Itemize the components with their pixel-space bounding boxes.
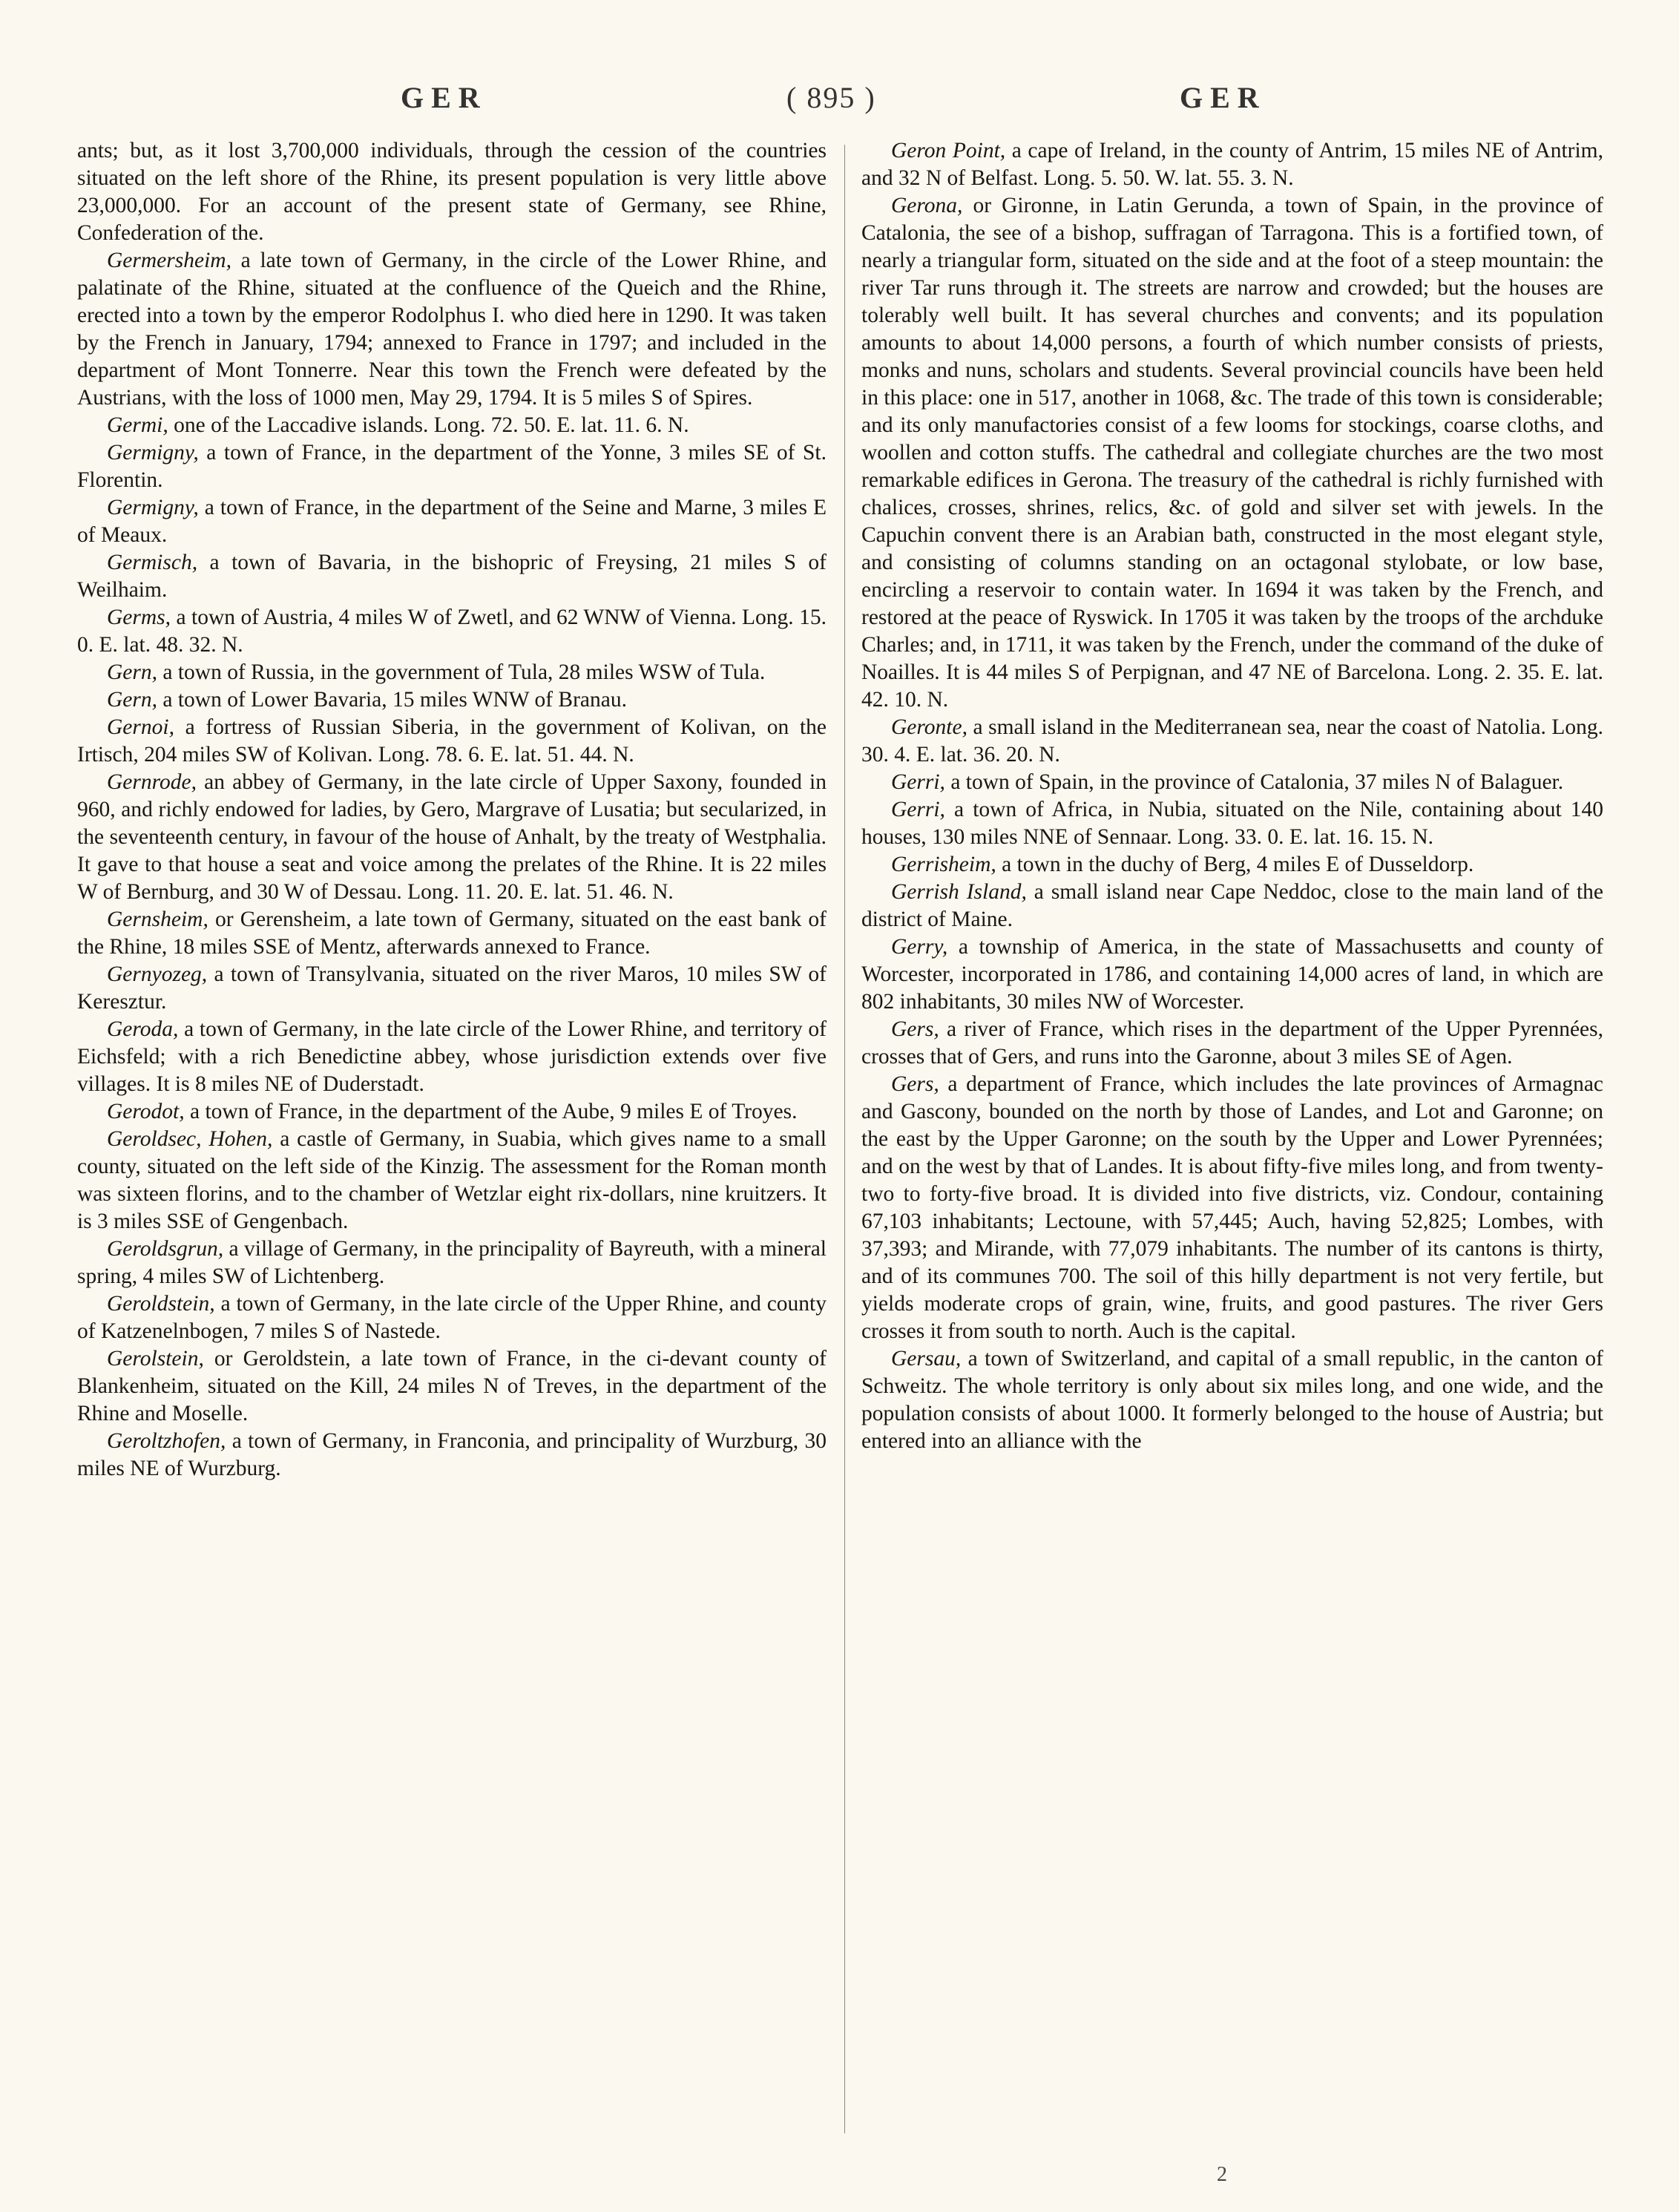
page-number: ( 895 ) xyxy=(786,81,876,114)
entry-text: or Geroldstein, a late town of France, in the ci-devant county of Blankenheim, situated on the Kill, 24 miles N of Treves, in the department of the Rhine and Moselle. xyxy=(77,1347,827,1425)
entry-text: a town of Russia, in the government of Tula, 28 miles WSW of Tula. xyxy=(162,660,766,684)
gazetteer-entry xyxy=(77,686,827,714)
entry-text: a town of France, in the department of the Seine and Marne, 3 miles E of Meaux. xyxy=(77,496,827,547)
gazetteer-entry xyxy=(77,604,827,659)
entry-headword: Gernoi, xyxy=(107,715,174,739)
entry-text: a town of Africa, in Nubia, situated on the Nile, containing about 140 houses, 130 miles NNE of Sennaar. Long. 33. 0. E. lat. 16. 15. N. xyxy=(861,798,1603,849)
gazetteer-entry xyxy=(77,1126,827,1235)
entry-headword: Germisch, xyxy=(107,551,198,574)
entry-headword: Gernrode, xyxy=(107,770,197,794)
entry-headword: Germigny, xyxy=(107,441,199,465)
entry-headword: Gern, xyxy=(107,688,158,712)
gazetteer-entry xyxy=(77,1235,827,1290)
gazetteer-entry xyxy=(77,961,827,1016)
gazetteer-entry xyxy=(77,412,827,439)
entry-text: one of the Laccadive islands. Long. 72. 50. E. lat. 11. 6. N. xyxy=(174,413,689,437)
text-columns xyxy=(0,137,1679,2200)
right-column xyxy=(861,137,1603,2185)
entry-headword: Germersheim, xyxy=(107,249,231,272)
entry-text: a town of Lower Bavaria, 15 miles WNW of Branau. xyxy=(162,688,627,712)
entry-headword: Geroltzhofen, xyxy=(107,1429,226,1453)
entry-text: a town of Spain, in the province of Catalonia, 37 miles N of Balaguer. xyxy=(950,770,1564,794)
header-left-running-head: GER xyxy=(401,81,487,114)
entry-headword: Geron Point, xyxy=(891,139,1006,163)
entry-text: an abbey of Germany, in the late circle of Upper Saxony, founded in 960, and richly endowed for ladies, by Gero, Margrave of Lusatia; but secularized, in the seventeenth century, in favour of the house of Anhalt, by the treaty of Westphalia. It gave to that house a seat and voice among the prelates of the Rhine. It is 22 miles W of Bernburg, and 30 W of Dessau. Long. 11. 20. E. lat. 51. 46. N. xyxy=(77,770,827,904)
entry-headword: Gerolstein, xyxy=(107,1347,204,1371)
entry-headword: Germi, xyxy=(107,413,168,437)
entry-headword: Geroldsgrun, xyxy=(107,1237,224,1261)
entry-text: a town of Transylvania, situated on the river Maros, 10 miles SW of Keresztur. xyxy=(77,962,827,1014)
entry-text: a small island in the Mediterranean sea, near the coast of Natolia. Long. 30. 4. E. lat. 36. 20. N. xyxy=(861,715,1603,767)
entry-text: a fortress of Russian Siberia, in the government of Kolivan, on the Irtisch, 204 miles SW of Kolivan. Long. 78. 6. E. lat. 51. 44. N. xyxy=(77,715,827,767)
entry-text: a town of Germany, in Franconia, and principality of Wurzburg, 30 miles NE of Wurzburg. xyxy=(77,1429,827,1480)
gazetteer-entry xyxy=(861,879,1603,933)
entry-text: a town of France, in the department of the Aube, 9 miles E of Troyes. xyxy=(189,1100,798,1123)
gazetteer-entry xyxy=(861,192,1603,714)
entry-text: a village of Germany, in the principality of Bayreuth, with a mineral spring, 4 miles SW of Lichtenberg. xyxy=(77,1237,827,1288)
gazetteer-entry xyxy=(861,1016,1603,1071)
gazetteer-entry xyxy=(77,1428,827,1483)
gazetteer-entry xyxy=(77,659,827,686)
entry-text: a town of France, in the department of the Yonne, 3 miles SE of St. Florentin. xyxy=(77,441,827,492)
entry-headword: Gernyozeg, xyxy=(107,962,208,986)
entry-text: a department of France, which includes the late provinces of Armagnac and Gascony, bounded on the north by those of Landes, and Lot and Garonne; on the east by the Upper Garonne; on the south by the Upper and Lower Pyrennées; and on the west by that of Landes. It is about fifty-five miles long, and from twenty-two to forty-five broad. It is divided into five districts, viz. Condour, containing 67,103 inhabitants; Lectoune, with 57,445; Auch, having 52,825; Lombes, with 37,393; and Mirande, with 77,079 inhabitants. The number of its cantons is thirty, and of its communes 700. The soil of this hilly department is not very fertile, but yields moderate crops of grain, wine, fruits, and good pastures. The river Gers crosses it from south to north. Auch is the capital. xyxy=(861,1072,1603,1343)
entry-headword: Gerodot, xyxy=(107,1100,185,1123)
entry-headword: Gerry, xyxy=(891,935,948,959)
entry-headword: Gers, xyxy=(891,1072,939,1096)
entry-headword: Gerrisheim, xyxy=(891,853,996,876)
entry-headword: Germs, xyxy=(107,605,171,629)
gazetteer-entry xyxy=(861,933,1603,1016)
entry-text: a town of Austria, 4 miles W of Zwetl, and 62 WNW of Vienna. Long. 15. 0. E. lat. 48. 32. N. xyxy=(77,605,827,657)
gazetteer-entry xyxy=(861,796,1603,851)
gazetteer-entry xyxy=(77,906,827,961)
entry-headword: Gerri, xyxy=(891,798,945,821)
left-column xyxy=(77,137,827,2185)
entry-text: a town in the duchy of Berg, 4 miles E of Dusseldorp. xyxy=(1002,853,1474,876)
gazetteer-entry xyxy=(861,1345,1603,1455)
entry-text: a late town of Germany, in the circle of the Lower Rhine, and palatinate of the Rhine, situated at the confluence of the Queich and the Rhine, erected into a town by the emperor Rodolphus I. who died here in 1290. It was taken by the French in January, 1794; annexed to France in 1797; and included in the department of Mont Tonnerre. Near this town the French were defeated by the Austrians, with the loss of 1000 men, May 29, 1794. It is 5 miles S of Spires. xyxy=(77,249,827,410)
gazetteer-entry xyxy=(77,1098,827,1126)
gazetteer-entry xyxy=(861,1071,1603,1345)
entry-headword: Gerrish Island, xyxy=(891,880,1027,904)
gazetteer-entry xyxy=(861,137,1603,192)
entry-text: or Gironne, in Latin Gerunda, a town of Spain, in the province of Catalonia, the see of a bishop, suffragan of Tarragona. This is a fortified town, of nearly a triangular form, situated on the side and at the foot of a steep mountain: the river Tar runs through it. The streets are narrow and crowded; but the houses are tolerably well built. It has several churches and convents; and its population amounts to about 14,000 persons, a fourth of which number consists of priests, monks and nuns, scholars and students. Several provincial councils have been held in this place: one in 517, another in 1068, &c. The trade of this town is considerable; and its only manufactories consist of a few looms for stockings, coarse cloths, and woollen and cotton stuffs. The cathedral and collegiate churches are the two most remarkable edifices in Gerona. The treasury of the cathedral is richly furnished with chalices, crosses, shrines, relics, &c. of gold and silver set with jewels. In the Capuchin convent there is an Arabian bath, constructed in the most elegant style, and consisting of columns standing on an octagonal stylobate, or low base, encircling a reservoir to contain water. In 1694 it was taken by the French, and restored at the peace of Ryswick. In 1705 it was taken by the troops of the archduke Charles; and, in 1711, it was taken by the French, under the command of the duke of Noailles. It is 44 miles S of Perpignan, and 47 NE of Barcelona. Long. 2. 35. E. lat. 42. 10. N. xyxy=(861,194,1603,712)
gazetteer-entry xyxy=(861,851,1603,879)
gazetteer-entry xyxy=(77,439,827,494)
page-header xyxy=(0,80,1679,125)
header-right-running-head: GER xyxy=(1180,81,1266,114)
signature-mark: 2 xyxy=(1217,2163,1227,2186)
entry-headword: Gerona, xyxy=(891,194,963,217)
entry-headword: Gern, xyxy=(107,660,158,684)
entry-text: a river of France, which rises in the department of the Upper Pyrennées, crosses that of Gers, and runs into the Garonne, about 3 miles SE of Agen. xyxy=(861,1017,1603,1069)
gazetteer-entry xyxy=(77,1345,827,1428)
entry-headword: Gernsheim, xyxy=(107,908,208,931)
gazetteer-entry xyxy=(77,549,827,604)
entry-text: a town of Germany, in the late circle of the Lower Rhine, and territory of Eichsfeld; with a rich Benedictine abbey, whose jurisdiction extends over five villages. It is 8 miles NE of Duderstadt. xyxy=(77,1017,827,1096)
entry-text: a small island near Cape Neddoc, close to the main land of the district of Maine. xyxy=(861,880,1603,931)
entry-headword: Gers, xyxy=(891,1017,939,1041)
entry-text: a town of Switzerland, and capital of a small republic, in the canton of Schweitz. The whole territory is only about six miles long, and one wide, and the population consists of about 1000. It formerly belonged to the house of Austria; but entered into an alliance with the xyxy=(861,1347,1603,1453)
gazetteer-entry xyxy=(861,714,1603,769)
gazetteer-entry xyxy=(77,247,827,412)
entry-text: a cape of Ireland, in the county of Antrim, 15 miles NE of Antrim, and 32 N of Belfast. Long. 5. 50. W. lat. 55. 3. N. xyxy=(861,139,1603,190)
gazetteer-entry xyxy=(77,137,827,247)
gazetteer-entry xyxy=(77,1290,827,1345)
entry-headword: Gerri, xyxy=(891,770,945,794)
entry-text: a township of America, in the state of Massachusetts and county of Worcester, incorporated in 1786, and containing 14,000 acres of land, in which are 802 inhabitants, 30 miles NW of Worcester. xyxy=(861,935,1603,1014)
entry-headword: Geronte, xyxy=(891,715,967,739)
entry-headword: Gersau, xyxy=(891,1347,962,1371)
gazetteer-entry xyxy=(861,769,1603,796)
entry-headword: Geroldstein, xyxy=(107,1292,215,1316)
entry-text: ants; but, as it lost 3,700,000 individuals, through the cession of the countries situated on the left shore of the Rhine, its present population is very little above 23,000,000. For an account of the present state of Germany, see Rhine, Confederation of the. xyxy=(77,139,827,245)
entry-text: a town of Bavaria, in the bishopric of Freysing, 21 miles S of Weilhaim. xyxy=(77,551,827,602)
entry-headword: Geroldsec, Hohen, xyxy=(107,1127,273,1151)
entry-headword: Germigny, xyxy=(107,496,199,519)
gazetteer-entry xyxy=(77,1016,827,1098)
entry-text: a town of Germany, in the late circle of the Upper Rhine, and county of Katzenelnbogen, 7 miles S of Nastede. xyxy=(77,1292,827,1343)
entry-headword: Geroda, xyxy=(107,1017,179,1041)
gazetteer-entry xyxy=(77,714,827,769)
gazetteer-entry xyxy=(77,769,827,906)
entry-text: a castle of Germany, in Suabia, which gives name to a small county, situated on the left side of the Kinzig. The assessment for the Roman month was sixteen florins, and to the chamber of Wetzlar eight rix-dollars, nine kruitzers. It is 3 miles SSE of Gengenbach. xyxy=(77,1127,827,1233)
gazetteer-entry xyxy=(77,494,827,549)
entry-text: or Gerensheim, a late town of Germany, situated on the east bank of the Rhine, 18 miles SSE of Mentz, afterwards annexed to France. xyxy=(77,908,827,959)
